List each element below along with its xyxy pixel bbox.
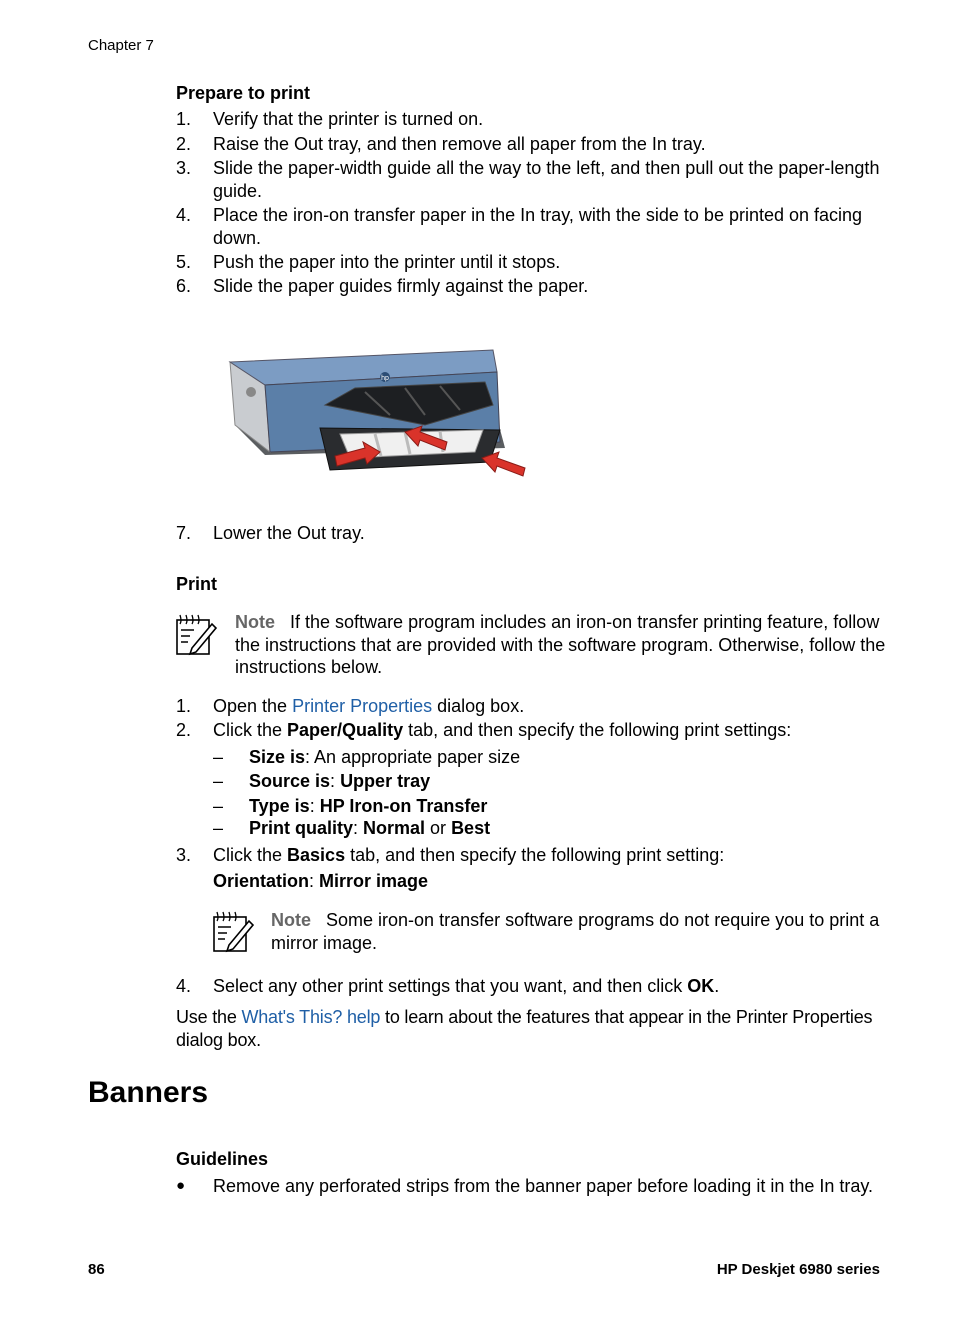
setting-value: Best bbox=[451, 818, 491, 838]
setting-sep: or bbox=[425, 818, 452, 838]
dash-bullet: – bbox=[213, 818, 224, 838]
bullet-icon: ● bbox=[176, 1177, 186, 1194]
setting-text bbox=[249, 770, 430, 792]
ok-label: OK bbox=[687, 976, 715, 996]
hp-logo-text: hp bbox=[381, 375, 389, 382]
step-number: 6. bbox=[176, 276, 192, 296]
guidelines-heading: Guidelines bbox=[176, 1149, 269, 1169]
step-number: 2. bbox=[176, 720, 192, 740]
step-text: Verify that the printer is turned on. bbox=[213, 109, 484, 129]
dash-bullet: – bbox=[213, 747, 224, 767]
page-number: 86 bbox=[88, 1261, 105, 1278]
setting-sep: : bbox=[309, 796, 320, 816]
setting-value: An appropriate paper size bbox=[314, 747, 521, 767]
push-arrow-right bbox=[482, 452, 525, 476]
dash-bullet: – bbox=[213, 796, 224, 816]
step-text-part: Click the bbox=[213, 720, 288, 740]
setting-label: Size is bbox=[249, 747, 306, 767]
setting-value: Mirror image bbox=[319, 871, 429, 891]
step-text-part: tab, and then specify the following print settings: bbox=[403, 720, 792, 740]
step-text: Slide the paper guides firmly against the paper. bbox=[213, 276, 589, 296]
note-icon bbox=[211, 911, 255, 955]
setting-text bbox=[249, 746, 520, 768]
note-text: Some iron-on transfer software programs do not require you to print a mirror image. bbox=[271, 910, 880, 953]
setting-sep: : bbox=[309, 871, 320, 891]
step-text-part: . bbox=[714, 976, 720, 996]
tab-name: Basics bbox=[287, 845, 346, 865]
step-number: 1. bbox=[176, 109, 192, 129]
note-block bbox=[271, 909, 891, 954]
orientation-setting bbox=[213, 870, 428, 892]
step-text bbox=[213, 695, 893, 718]
step-text: Push the paper into the printer until it stops. bbox=[213, 252, 561, 272]
step-text bbox=[213, 844, 893, 867]
step-text bbox=[213, 975, 893, 998]
whats-this-help-link[interactable]: What's This? help bbox=[241, 1007, 381, 1027]
step-number: 2. bbox=[176, 134, 192, 154]
step-text bbox=[213, 719, 893, 742]
side-logo-icon bbox=[246, 387, 256, 397]
step-number: 1. bbox=[176, 696, 192, 716]
dash-bullet: – bbox=[213, 771, 224, 791]
step-text: Slide the paper-width guide all the way to the left, and then pull out the paper-length guide. bbox=[213, 158, 880, 201]
setting-label: Source is bbox=[249, 771, 331, 791]
step-text: Lower the Out tray. bbox=[213, 523, 365, 543]
printer-illustration bbox=[225, 330, 535, 485]
tab-name: Paper/Quality bbox=[287, 720, 404, 740]
guideline-text: Remove any perforated strips from the banner paper before loading it in the In tray. bbox=[213, 1176, 874, 1196]
setting-label: Orientation bbox=[213, 871, 310, 891]
step-text-part: dialog box. bbox=[432, 696, 525, 716]
step-text-part: Click the bbox=[213, 845, 288, 865]
setting-text bbox=[249, 817, 490, 839]
step-text-part: Select any other print settings that you want, and then click bbox=[213, 976, 688, 996]
footer-product: HP Deskjet 6980 series bbox=[716, 1261, 880, 1278]
step-number: 3. bbox=[176, 158, 192, 178]
note-text: If the software program includes an iron-on transfer printing feature, follow the instructions that are provided with the software program. Otherwise, follow the instructions below. bbox=[235, 612, 886, 677]
help-paragraph bbox=[176, 1006, 886, 1051]
print-heading: Print bbox=[176, 574, 218, 594]
step-number: 4. bbox=[176, 976, 192, 996]
note-block bbox=[235, 611, 890, 679]
step-text-part: tab, and then specify the following print setting: bbox=[345, 845, 725, 865]
printer-properties-link[interactable]: Printer Properties bbox=[292, 696, 433, 716]
setting-sep: : bbox=[305, 747, 315, 767]
note-label: Note bbox=[271, 910, 311, 930]
step-number: 3. bbox=[176, 845, 192, 865]
step-number: 4. bbox=[176, 205, 192, 225]
step-text: Place the iron-on transfer paper in the In tray, with the side to be printed on facing down. bbox=[213, 205, 863, 248]
prepare-heading: Prepare to print bbox=[176, 83, 311, 103]
setting-value: HP Iron-on Transfer bbox=[319, 796, 488, 816]
note-label: Note bbox=[235, 612, 275, 632]
setting-text bbox=[249, 795, 487, 817]
setting-value: Upper tray bbox=[340, 771, 431, 791]
step-number: 5. bbox=[176, 252, 192, 272]
setting-label: Type is bbox=[249, 796, 310, 816]
help-text-part: Use the bbox=[176, 1007, 242, 1027]
help-text-part: to learn about the features that appear in the Printer Properties dialog box. bbox=[176, 1007, 873, 1050]
setting-sep: : bbox=[353, 818, 364, 838]
setting-sep: : bbox=[330, 771, 341, 791]
chapter-header: Chapter 7 bbox=[88, 37, 154, 54]
step-text: Raise the Out tray, and then remove all paper from the In tray. bbox=[213, 134, 706, 154]
setting-value: Normal bbox=[363, 818, 426, 838]
step-text-part: Open the bbox=[213, 696, 293, 716]
step-number: 7. bbox=[176, 523, 192, 543]
note-icon bbox=[174, 614, 218, 658]
setting-label: Print quality bbox=[249, 818, 354, 838]
banners-title: Banners bbox=[88, 1076, 209, 1109]
